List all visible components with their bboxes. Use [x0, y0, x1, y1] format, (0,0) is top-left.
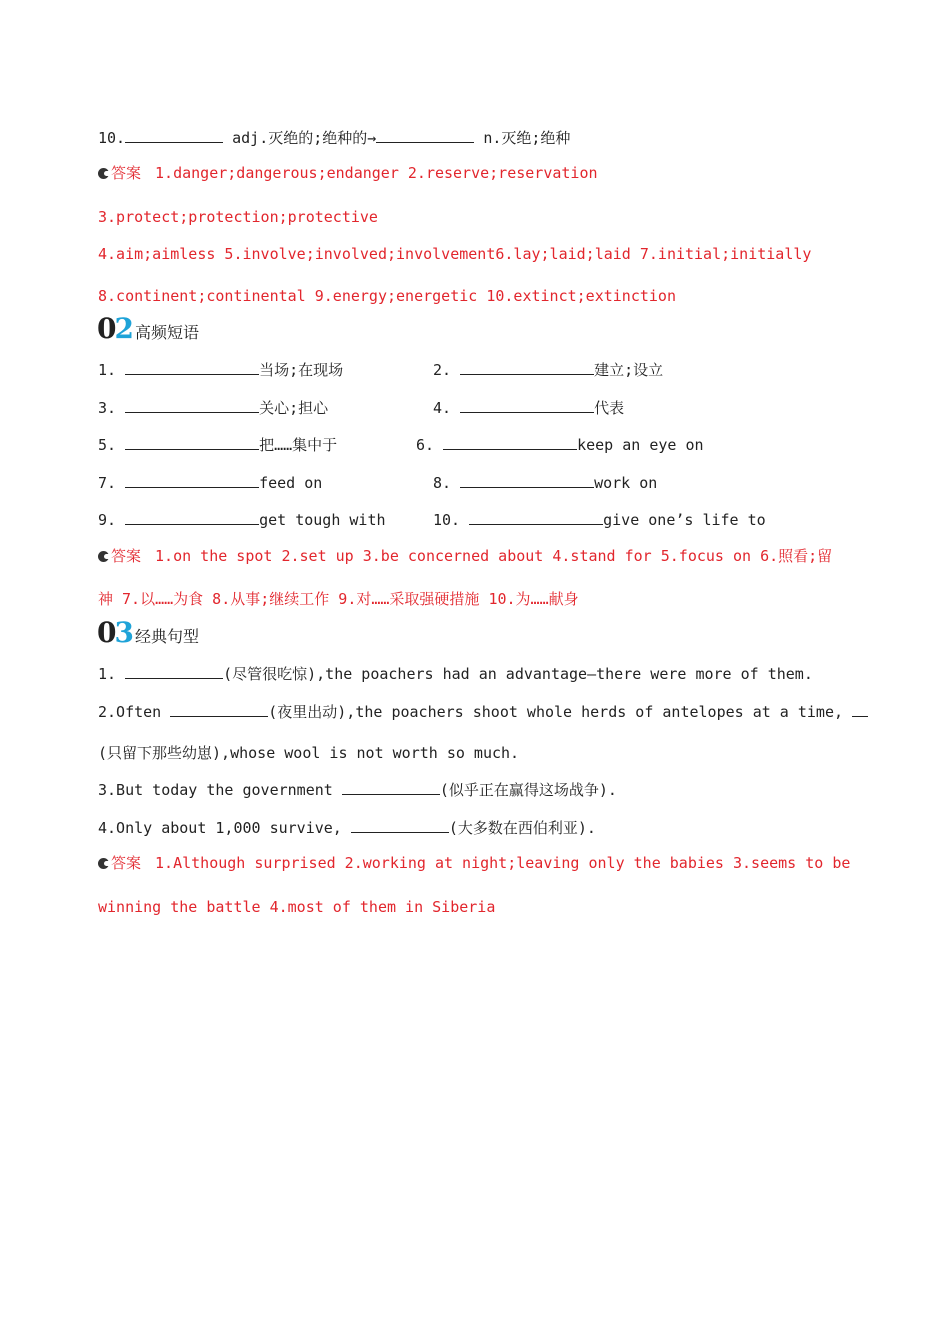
item-number: 5. — [98, 436, 117, 454]
sentence-item-1 — [98, 663, 813, 685]
answer-blank — [125, 472, 259, 488]
answer-text: 1.Although surprised 2.working at night;leaving only the babies 3.seems to be — [155, 854, 851, 872]
sentence-item-2-cont: (只留下那些幼崽),whose wool is not worth so much. — [98, 744, 520, 762]
item-number: 9. — [98, 511, 117, 529]
sentence-text: (大多数在西伯利亚). — [448, 819, 596, 837]
section-title: 高频短语 — [134, 323, 199, 342]
item-number: 7. — [98, 474, 117, 492]
item-number: 8. — [433, 474, 452, 492]
answer-line: 8.continent;continental 9.energy;energetic 10.extinct;extinction — [98, 287, 676, 305]
phrase-item-3 — [98, 397, 328, 419]
item-number: 10. — [98, 129, 126, 147]
phrase-item-5 — [98, 434, 337, 456]
section-number-accent: 3 — [114, 616, 134, 649]
item-text: feed on — [259, 474, 323, 492]
phrase-item-4 — [433, 397, 624, 419]
item-number: 3. — [98, 399, 117, 417]
answer-line — [98, 852, 850, 874]
answer-blank — [460, 359, 594, 375]
item-text: adj.灭绝的;绝种的→ — [223, 129, 377, 147]
item-number: 2. — [433, 361, 452, 379]
item-text: get tough with — [259, 511, 386, 529]
answer-blank — [125, 434, 259, 450]
sentence-text: (夜里出动),the poachers shoot whole herds of antelopes at a time, — [268, 703, 853, 721]
phrase-item-2 — [433, 359, 663, 381]
section-heading-02 — [97, 312, 199, 345]
sentence-item-3 — [98, 779, 617, 801]
answer-label: 答案 — [111, 854, 142, 872]
item-number: 4. — [433, 399, 452, 417]
answer-blank — [460, 472, 594, 488]
answer-blank — [170, 701, 268, 717]
answer-icon — [98, 168, 109, 179]
item-text: 把……集中于 — [259, 436, 338, 454]
section-title: 经典句型 — [134, 627, 199, 646]
item-number: 6. — [416, 436, 435, 454]
item-text: 当场;在现场 — [259, 361, 344, 379]
section-number: 0 — [97, 312, 115, 345]
answer-line: 神 7.以……为食 8.从事;继续工作 9.对……采取强硬措施 10.为……献身 — [98, 590, 579, 608]
sentence-text: 4.Only about 1,000 survive, — [98, 819, 351, 837]
answer-blank — [125, 397, 259, 413]
answer-blank — [469, 509, 603, 525]
answer-blank — [125, 509, 259, 525]
item-number: 10. — [433, 511, 461, 529]
answer-label: 答案 — [111, 164, 142, 182]
answer-blank — [376, 127, 474, 143]
section-number: 0 — [97, 616, 115, 649]
phrase-item-6 — [416, 434, 704, 456]
answer-line — [98, 545, 832, 567]
answer-line: winning the battle 4.most of them in Siberia — [98, 898, 496, 916]
phrase-item-9 — [98, 509, 386, 531]
answer-blank — [443, 434, 577, 450]
sentence-text: 2.Often — [98, 703, 171, 721]
item-text: work on — [594, 474, 658, 492]
sentence-text: 3.But today the government — [98, 781, 342, 799]
sentence-text: (似乎正在赢得这场战争). — [439, 781, 617, 799]
answer-blank — [460, 397, 594, 413]
phrase-item-7 — [98, 472, 322, 494]
vocab-item-10 — [98, 127, 570, 149]
answer-blank — [125, 663, 223, 679]
sentence-text: (尽管很吃惊),the poachers had an advantage—there were more of them. — [223, 665, 813, 683]
phrase-item-8 — [433, 472, 657, 494]
answer-line: 4.aim;aimless 5.involve;involved;involvement6.lay;laid;laid 7.initial;initially — [98, 245, 812, 263]
answer-blank — [125, 127, 223, 143]
sentence-text: 1. — [98, 665, 126, 683]
phrase-item-10 — [433, 509, 766, 531]
answer-text: 1.on the spot 2.set up 3.be concerned about 4.stand for 5.focus on 6.照看;留 — [155, 547, 833, 565]
answer-line: 3.protect;protection;protective — [98, 208, 378, 226]
item-text: keep an eye on — [577, 436, 704, 454]
item-text: 关心;担心 — [259, 399, 329, 417]
section-heading-03 — [97, 616, 199, 649]
sentence-item-4 — [98, 817, 596, 839]
item-text: 代表 — [594, 399, 625, 417]
phrase-item-1 — [98, 359, 343, 381]
item-text: 建立;设立 — [594, 361, 664, 379]
section-number-accent: 2 — [114, 312, 134, 345]
answer-icon — [98, 858, 109, 869]
answer-blank — [125, 359, 259, 375]
item-number: 1. — [98, 361, 117, 379]
item-text: n.灭绝;绝种 — [474, 129, 571, 147]
answer-icon — [98, 551, 109, 562]
answer-line — [98, 162, 598, 184]
sentence-item-2 — [98, 701, 868, 723]
answer-label: 答案 — [111, 547, 142, 565]
answer-blank — [342, 779, 440, 795]
answer-text: 1.danger;dangerous;endanger 2.reserve;reservation — [155, 164, 598, 182]
item-text: give one’s life to — [603, 511, 766, 529]
answer-blank — [351, 817, 449, 833]
answer-blank — [852, 701, 868, 717]
